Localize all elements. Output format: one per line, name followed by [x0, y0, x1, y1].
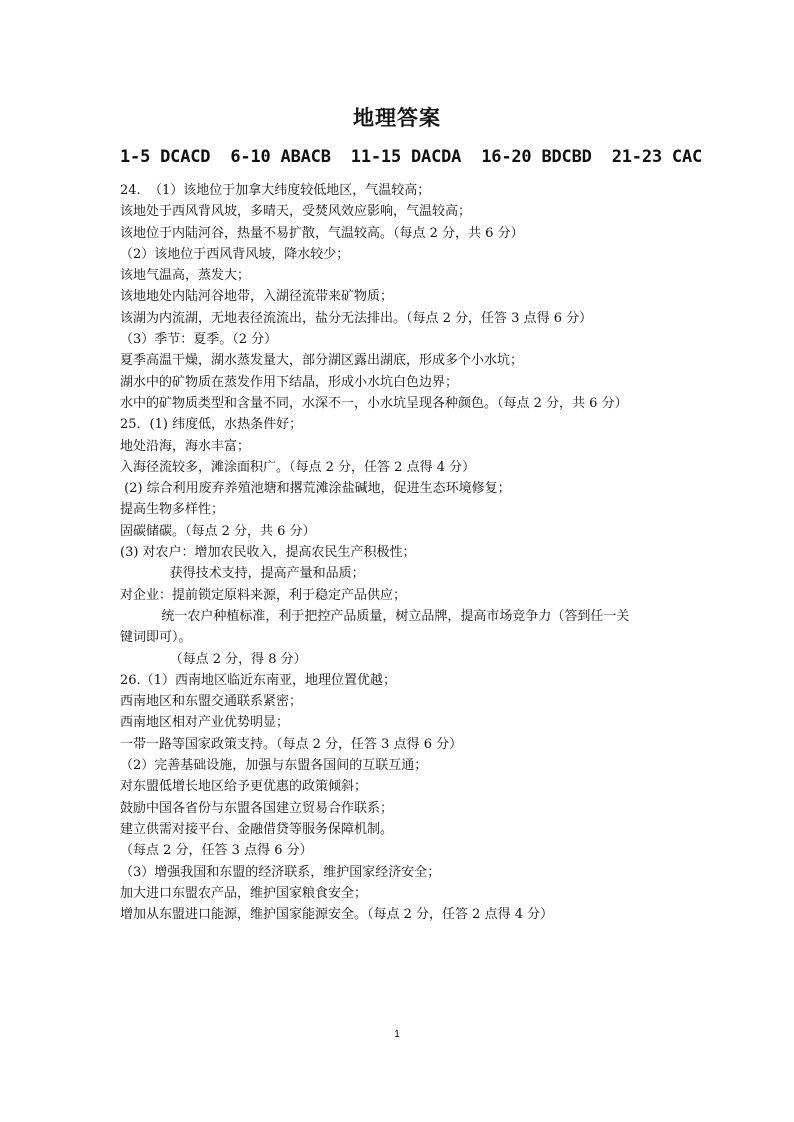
q26-part2-line2: 对东盟低增长地区给予更优惠的政策倾斜；	[120, 779, 368, 795]
q26-part1-line1: 26.（1）西南地区临近东南亚，地理位置优越；	[120, 672, 396, 688]
q24-part3-line4: 水中的矿物质类型和含量不同，水深不一，小水坑呈现各种颜色。（每点 2 分，共 6 分）	[120, 395, 628, 411]
page-title: 地理答案	[353, 106, 441, 130]
q25-part2-line1: (2) 综合利用废弃养殖池塘和撂荒滩涂盐碱地，促进生态环境修复；	[120, 481, 511, 497]
q25-part3-line2: 获得技术支持，提高产量和品质；	[120, 566, 365, 582]
q26-part2-line3: 鼓励中国各省份与东盟各国建立贸易合作联系；	[120, 800, 394, 816]
q25-part1-line3: 入海径流较多，滩涂面积广。（每点 2 分，任答 2 点得 4 分）	[120, 459, 476, 475]
q25-part3-line6: （每点 2 分，得 8 分）	[120, 651, 307, 667]
q26-part3-line2: 加大进口东盟农产品，维护国家粮食安全；	[120, 885, 368, 901]
q24-part1-line3: 该地位于内陆河谷，热量不易扩散，气温较高。（每点 2 分，共 6 分）	[120, 225, 524, 241]
q24-part3-line1: （3）季节：夏季。（2 分）	[120, 332, 278, 348]
q24-part3-line2: 夏季高温干燥，湖水蒸发量大，部分湖区露出湖底，形成多个小水坑；	[120, 353, 524, 369]
q26-part1-line4: 一带一路等国家政策支持。（每点 2 分，任答 3 点得 6 分）	[120, 736, 463, 752]
q25-part3-line4: 统一农户种植标准，利于把控产品质量，树立品牌，提高市场竞争力（答到任一关	[120, 608, 630, 624]
q26-part2-line4: 建立供需对接平台、金融借贷等服务保障机制。	[120, 821, 394, 837]
q24-part2-line4: 该湖为内流湖，无地表径流流出，盐分无法排出。（每点 2 分，任答 3 点得 6 分）	[120, 310, 593, 326]
q25-part3-line5: 键词即可）。	[120, 630, 192, 646]
q24-part2-line2: 该地气温高，蒸发大；	[120, 268, 251, 284]
q25-part1-line1: 25．(1) 纬度低，水热条件好；	[120, 417, 303, 433]
q26-part1-line2: 西南地区和东盟交通联系紧密；	[120, 694, 303, 710]
q26-part2-line1: （2）完善基础设施，加强与东盟各国间的互联互通；	[120, 758, 428, 774]
q24-part2-line1: （2）该地位于西风背风坡，降水较少；	[120, 246, 350, 262]
q26-part1-line3: 西南地区相对产业优势明显；	[120, 715, 290, 731]
q26-part3-line1: （3）增强我国和东盟的经济联系，维护国家经济安全；	[120, 864, 441, 880]
q24-part2-line3: 该地地处内陆河谷地带，入湖径流带来矿物质；	[120, 289, 394, 305]
q25-part2-line3: 固碳储碳。（每点 2 分，共 6 分）	[120, 523, 316, 539]
q26-part2-line5: （每点 2 分，任答 3 点得 6 分）	[120, 843, 313, 859]
q24-part3-line3: 湖水中的矿物质在蒸发作用下结晶，形成小水坑白色边界；	[120, 374, 459, 390]
page-number: 1	[394, 1029, 400, 1040]
q25-part3-line1: (3) 对农户：增加农民收入，提高农民生产积极性；	[120, 545, 416, 561]
q25-part3-line3: 对企业：提前锁定原料来源，利于稳定产品供应；	[120, 587, 407, 603]
q26-part3-line3: 增加从东盟进口能源，维护国家能源安全。（每点 2 分，任答 2 点得 4 分）	[120, 907, 554, 923]
multiple-choice-answer-key: 1-5 DCACD 6-10 ABACB 11-15 DACDA 16-20 BDCBD 21-23 CAC	[120, 147, 703, 167]
q25-part2-line2: 提高生物多样性；	[120, 502, 225, 518]
q25-part1-line2: 地处沿海，海水丰富；	[120, 438, 251, 454]
q24-part1-line2: 该地处于西风背风坡，多晴天，受焚风效应影响，气温较高；	[120, 204, 472, 220]
q24-part1-line1: 24. （1）该地位于加拿大纬度较低地区，气温较高；	[120, 183, 431, 198]
answer-body	[120, 180, 680, 925]
